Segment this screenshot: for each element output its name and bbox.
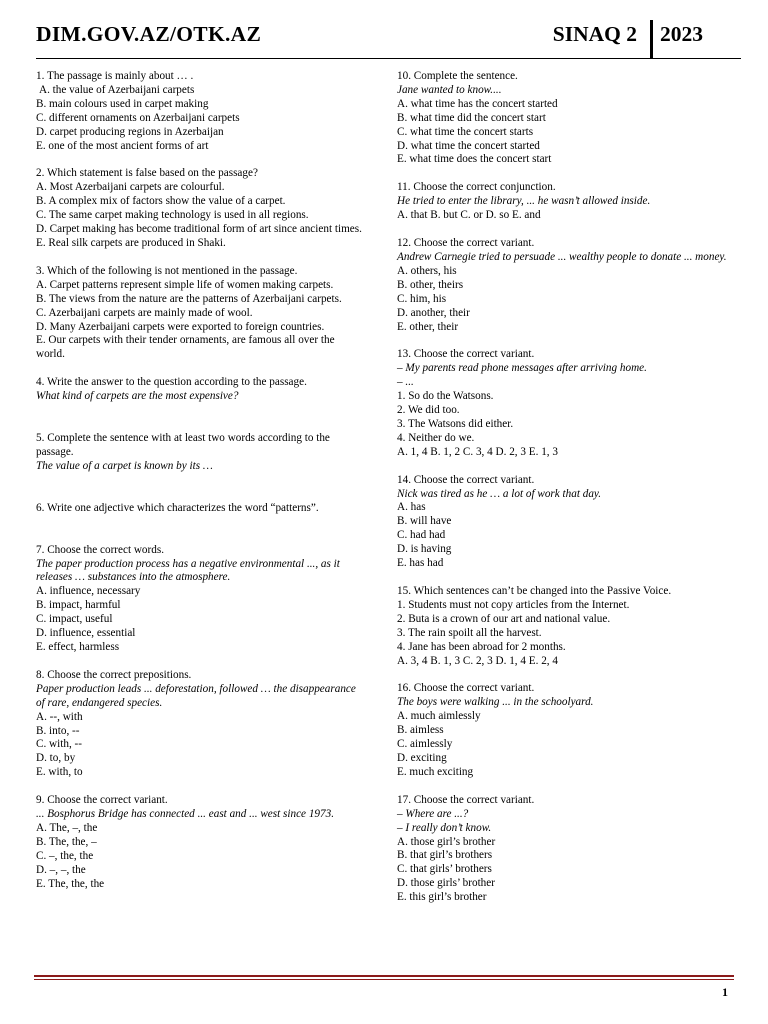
question-line: He tried to enter the library, ... he wasn’t allowed inside. <box>397 195 651 208</box>
question-line: What kind of carpets are the most expensive? <box>36 390 239 403</box>
question-line: E. has had <box>397 557 444 570</box>
question-line: Nick was tired as he … a lot of work that day. <box>397 487 602 500</box>
question-text: 7. Choose the correct words. <box>36 543 165 556</box>
test-year: 2023 <box>660 22 703 46</box>
question-line: D. to, by <box>36 752 76 765</box>
question-block <box>36 544 362 655</box>
question-block <box>397 181 727 223</box>
question-line: A. the value of Azerbaijani carpets <box>39 83 195 96</box>
question-line: E. effect, harmless <box>36 641 120 653</box>
right-column <box>397 70 727 919</box>
question-text: 8. Choose the correct prepositions. <box>36 668 192 681</box>
question-line: A. others, his <box>397 264 457 277</box>
question-line: Paper production leads ... deforestation, followed … the disappearance of rare, endangered species. <box>36 682 356 709</box>
question-line: B. main colours used in carpet making <box>36 97 209 110</box>
question-text: 16. Choose the correct variant. <box>397 682 535 695</box>
question-line: C. Azerbaijani carpets are mainly made of wool. <box>36 306 253 319</box>
question-text: 2. Which statement is false based on the passage? <box>36 167 258 180</box>
question-line: Andrew Carnegie tried to persuade ... wealthy people to donate ... money. <box>397 250 727 263</box>
question-line: C. aimlessly <box>397 738 453 751</box>
question-line: C. what time the concert starts <box>397 125 534 138</box>
question-text: 5. Complete the sentence with at least two words according to the passage. <box>36 432 330 458</box>
question-line: A. those girl’s brother <box>397 835 496 848</box>
question-line: 3. The Watsons did either. <box>397 417 514 430</box>
test-title: SINAQ 2 <box>552 22 637 46</box>
question-block <box>36 794 362 891</box>
question-line: E. other, their <box>397 320 459 333</box>
question-line: D. carpet producing regions in Azerbaijan <box>36 125 224 138</box>
question-line: D. Many Azerbaijani carpets were exported to foreign countries. <box>36 320 325 333</box>
question-line: B. aimless <box>397 724 444 737</box>
question-text: 11. Choose the correct conjunction. <box>397 181 556 194</box>
question-line: A. much aimlessly <box>397 710 481 723</box>
footer-rule-thin <box>34 979 734 980</box>
header-rule <box>36 58 741 59</box>
question-line: C. him, his <box>397 292 447 305</box>
question-line: B. A complex mix of factors show the value of a carpet. <box>36 195 286 208</box>
question-line: C. impact, useful <box>36 613 113 626</box>
question-text: 1. The passage is mainly about … . <box>36 70 194 82</box>
question-line: D. is having <box>397 543 452 556</box>
page-header <box>36 20 741 60</box>
question-line: B. other, theirs <box>397 278 464 291</box>
footer-rule <box>34 975 734 977</box>
question-text: 14. Choose the correct variant. <box>397 473 535 486</box>
question-line: E. what time does the concert start <box>397 153 552 166</box>
question-line: The boys were walking ... in the schoolyard. <box>397 696 594 709</box>
question-block <box>36 669 362 780</box>
question-line: A. influence, necessary <box>36 585 141 598</box>
question-line: B. impact, harmful <box>36 599 121 612</box>
question-block <box>397 237 727 334</box>
question-line: The paper production process has a negative environmental ..., as it releases … substances into the atmosphere. <box>36 557 340 584</box>
question-line: E. The, the, the <box>36 877 105 890</box>
question-line: D. those girls’ brother <box>397 877 495 890</box>
page-number: 1 <box>722 985 728 999</box>
question-line: C. The same carpet making technology is used in all regions. <box>36 209 309 222</box>
question-block <box>36 502 362 516</box>
left-column <box>36 70 362 906</box>
question-line: ... Bosphorus Bridge has connected ... east and ... west since 1973. <box>36 808 334 821</box>
question-line: E. Our carpets with their tender ornaments, are famous all over the world. <box>36 334 335 361</box>
question-line: A. has <box>397 501 426 514</box>
question-line: – Where are ...? <box>397 807 469 820</box>
question-line: D. –, –, the <box>36 863 86 876</box>
question-line: – My parents read phone messages after arriving home. <box>397 362 647 375</box>
question-line: C. different ornaments on Azerbaijani carpets <box>36 111 240 124</box>
question-line: D. another, their <box>397 306 470 319</box>
header-divider <box>650 20 653 58</box>
question-line: A. Carpet patterns represent simple life of women making carpets. <box>36 278 334 291</box>
question-line: A. 1, 4 B. 1, 2 C. 3, 4 D. 2, 3 E. 1, 3 <box>397 445 558 458</box>
question-line: Jane wanted to know.... <box>397 83 502 96</box>
question-block <box>397 794 727 905</box>
question-line: B. The, the, – <box>36 835 97 848</box>
question-text: 12. Choose the correct variant. <box>397 237 535 250</box>
question-line: D. exciting <box>397 751 447 764</box>
question-line: A. 3, 4 B. 1, 3 C. 2, 3 D. 1, 4 E. 2, 4 <box>397 654 558 667</box>
question-block <box>397 682 727 779</box>
question-text: 15. Which sentences can’t be changed into the Passive Voice. <box>397 585 672 597</box>
question-line: 1. So do the Watsons. <box>397 390 494 403</box>
question-line: 4. Neither do we. <box>397 431 475 444</box>
question-block <box>36 167 362 250</box>
question-line: E. Real silk carpets are produced in Shaki. <box>36 236 226 249</box>
question-line: – ... <box>397 376 414 389</box>
site-title: DIM.GOV.AZ/OTK.AZ <box>36 22 262 46</box>
question-line: A. --, with <box>36 710 83 723</box>
question-text: 4. Write the answer to the question according to the passage. <box>36 376 307 389</box>
question-block <box>36 265 362 362</box>
question-line: C. had had <box>397 529 446 542</box>
question-text: 9. Choose the correct variant. <box>36 794 168 807</box>
question-line: 4. Jane has been abroad for 2 months. <box>397 640 566 653</box>
question-line: C. with, -- <box>36 738 82 751</box>
question-line: A. The, –, the <box>36 821 98 834</box>
question-block <box>397 70 727 167</box>
question-line: E. much exciting <box>397 765 474 778</box>
question-line: B. into, -- <box>36 724 80 737</box>
question-line: D. what time the concert started <box>397 139 540 152</box>
question-line: B. will have <box>397 515 452 528</box>
question-text: 3. Which of the following is not mentioned in the passage. <box>36 264 298 277</box>
question-line: D. Carpet making has become traditional form of art since ancient times. <box>36 223 362 236</box>
question-line: C. that girls’ brothers <box>397 863 492 876</box>
question-line: E. this girl’s brother <box>397 891 487 904</box>
question-line: B. that girl’s brothers <box>397 849 493 862</box>
question-block <box>36 70 362 153</box>
question-text: 17. Choose the correct variant. <box>397 793 535 806</box>
question-line: E. one of the most ancient forms of art <box>36 139 209 152</box>
question-line: A. what time has the concert started <box>397 97 558 110</box>
question-line: A. Most Azerbaijani carpets are colourful. <box>36 181 225 194</box>
question-block <box>397 348 727 459</box>
question-block <box>36 432 362 474</box>
question-line: B. what time did the concert start <box>397 111 546 124</box>
question-line: A. that B. but C. or D. so E. and <box>397 209 541 222</box>
question-line: B. The views from the nature are the patterns of Azerbaijani carpets. <box>36 292 342 305</box>
question-line: C. –, the, the <box>36 849 94 862</box>
question-block <box>397 474 727 571</box>
question-line: 1. Students must not copy articles from the Internet. <box>397 598 630 611</box>
question-line: D. influence, essential <box>36 627 136 640</box>
question-line: – I really don’t know. <box>397 821 492 834</box>
question-text: 13. Choose the correct variant. <box>397 348 535 361</box>
question-line: 2. We did too. <box>397 404 460 417</box>
question-block <box>36 376 362 404</box>
question-line: 2. Buta is a crown of our art and national value. <box>397 612 611 625</box>
question-text: 10. Complete the sentence. <box>397 70 518 82</box>
question-line: E. with, to <box>36 766 83 779</box>
question-block <box>397 585 727 668</box>
question-text: 6. Write one adjective which characterizes the word “patterns”. <box>36 501 319 514</box>
question-line: The value of a carpet is known by its … <box>36 459 213 472</box>
question-line: 3. The rain spoilt all the harvest. <box>397 626 542 639</box>
